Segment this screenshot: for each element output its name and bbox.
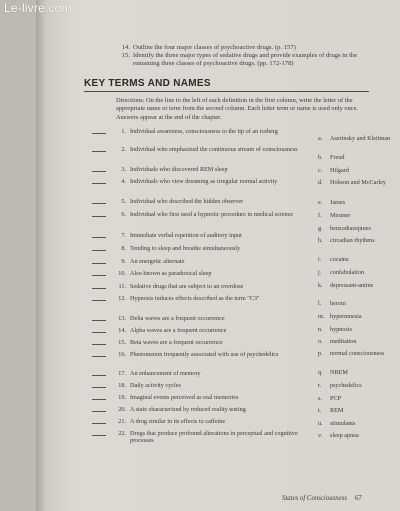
definition-text: Immediate verbal repetition of auditory input — [130, 232, 242, 239]
definition-text: A drug similar in its effects to caffeine — [130, 418, 226, 425]
definition-text: Individual who first used a hypnotic procedure in medical science — [130, 211, 294, 218]
term-letter: e. — [318, 199, 323, 206]
term-text: Mesmer — [330, 212, 351, 219]
definition-number: 11. — [118, 283, 126, 290]
definition-number: 14. — [118, 327, 126, 334]
term-text: circadian rhythms — [330, 237, 375, 244]
term-letter: r. — [318, 382, 322, 389]
term-item — [318, 167, 398, 174]
running-title: States of Consciousness — [282, 495, 347, 502]
answer-blank[interactable] — [92, 275, 106, 276]
term-item — [318, 256, 398, 263]
answer-blank[interactable] — [92, 356, 106, 357]
answer-blank[interactable] — [92, 171, 106, 172]
definition-text: Individual awareness, consciousness to the tip of an iceberg — [130, 128, 278, 135]
term-text: Aserinsky and Kleitman — [330, 135, 391, 142]
term-item — [318, 179, 398, 186]
section-title: KEY TERMS AND NAMES — [84, 78, 211, 89]
term-letter: v. — [318, 432, 323, 439]
answer-blank[interactable] — [92, 216, 106, 217]
answer-blank[interactable] — [92, 332, 106, 333]
definition-text: Tending to sleep and breathe simultaneously — [130, 245, 241, 252]
term-letter: a. — [318, 135, 323, 142]
term-item — [318, 313, 398, 320]
definition-text: Phenomenon frequently associated with use of psychedelics — [130, 351, 279, 358]
term-letter: i. — [318, 256, 322, 263]
term-text: cocaine — [330, 256, 349, 263]
term-text: James — [330, 199, 346, 206]
term-item — [318, 369, 398, 376]
term-text: hypnosis — [330, 326, 353, 333]
directions-text: Directions: On the line to the left of each definition in the first column, write the letter of the appropriate name or term from the second column. Each letter term or name is used only once. Answers appear at the end of the chapter. — [116, 97, 359, 121]
term-text: PCP — [330, 395, 342, 402]
answer-blank[interactable] — [92, 250, 106, 251]
definition-text: Delta waves are a frequent occurrence — [130, 315, 225, 322]
term-item — [318, 199, 398, 206]
term-item — [318, 269, 398, 276]
answer-blank[interactable] — [92, 300, 106, 301]
term-text: hypermnesia — [330, 313, 362, 320]
term-letter: u. — [318, 420, 323, 427]
term-letter: f. — [318, 212, 322, 219]
definition-number: 18. — [118, 382, 126, 389]
term-item — [318, 282, 398, 289]
term-item — [318, 135, 398, 142]
definition-number: 1. — [121, 128, 126, 135]
definition-text: An energetic alternate — [130, 258, 185, 265]
page-number: 67 — [354, 495, 362, 502]
answer-blank[interactable] — [92, 387, 106, 388]
answer-blank[interactable] — [92, 263, 106, 264]
term-letter: m. — [318, 313, 325, 320]
definition-number: 15. — [118, 339, 126, 346]
term-letter: c. — [318, 167, 323, 174]
answer-blank[interactable] — [92, 320, 106, 321]
answer-blank[interactable] — [92, 133, 106, 134]
term-item — [318, 432, 398, 439]
answer-blank[interactable] — [92, 237, 106, 238]
definition-number: 16. — [118, 351, 126, 358]
term-item — [318, 237, 398, 244]
definition-text: Drugs that produce profound alterations in perceptual and cognitive processes — [130, 430, 298, 445]
definition-text: Imaginal events perceived as real memories — [130, 394, 239, 401]
definition-number: 6. — [121, 211, 126, 218]
definition-text: Individual who described the hidden observer — [130, 198, 244, 205]
answer-blank[interactable] — [92, 344, 106, 345]
definition-text: Individuals who discovered REM sleep — [130, 166, 228, 173]
definition-text: Also known as paradoxical sleep — [130, 270, 212, 277]
definition-number: 19. — [118, 394, 126, 401]
answer-blank[interactable] — [92, 288, 106, 289]
answer-blank[interactable] — [92, 411, 106, 412]
term-letter: n. — [318, 326, 323, 333]
term-letter: h. — [318, 237, 323, 244]
watermark: Le-livre.com — [4, 1, 72, 15]
objective-item — [116, 52, 363, 68]
definition-number: 12. — [118, 295, 126, 302]
definition-number: 13. — [118, 315, 126, 322]
term-letter: d. — [318, 179, 323, 186]
term-text: Hobson and McCarley — [330, 179, 387, 186]
answer-blank[interactable] — [92, 423, 106, 424]
objective-text: Outline the four major classes of psychoactive drugs. (p. 157) — [133, 44, 296, 51]
definition-text: An enhancement of memory — [130, 370, 201, 377]
term-item — [318, 350, 398, 357]
definition-text: Alpha waves are a frequent occurrence — [130, 327, 227, 334]
definition-text: Beta waves are a frequent occurrence — [130, 339, 223, 346]
section-divider — [84, 91, 369, 92]
definition-number: 5. — [121, 198, 126, 205]
objective-text: Identify the three major types of sedative drugs and provide examples of drugs in the remaining three classes of psychoactive drugs. (pp. 172-178) — [133, 52, 358, 67]
term-item — [318, 326, 398, 333]
definition-text: Individuals who view dreaming as irregular normal activity — [130, 178, 278, 185]
page-footer — [282, 495, 362, 502]
term-letter: b. — [318, 154, 323, 161]
answer-blank[interactable] — [92, 375, 106, 376]
definition-number: 20. — [118, 406, 126, 413]
term-item — [318, 420, 398, 427]
definition-text: Sedative drugs that are subject to an overdose — [130, 283, 244, 290]
term-text: NREM — [330, 369, 348, 376]
term-letter: g. — [318, 225, 323, 232]
term-text: meditation — [330, 338, 357, 345]
term-item — [318, 212, 398, 219]
term-text: confabulation — [330, 269, 365, 276]
term-text: Freud — [330, 154, 345, 161]
definition-number: 17. — [118, 370, 126, 377]
definition-number: 21. — [118, 418, 126, 425]
definition-number: 7. — [121, 232, 126, 239]
definition-number: 22. — [118, 430, 126, 437]
definition-text: Individual who emphasized the continuous stream of consciousness — [130, 146, 298, 153]
definition-text: A state characterized by reduced reality testing — [130, 406, 246, 413]
term-text: stimulants — [330, 420, 356, 427]
term-item — [318, 407, 398, 414]
term-letter: s. — [318, 395, 322, 402]
definition-text: Daily activity cycles — [130, 382, 181, 389]
term-item — [318, 395, 398, 402]
objective-number: 15. — [121, 52, 130, 59]
answer-blank[interactable] — [92, 435, 106, 436]
answer-blank[interactable] — [92, 203, 106, 204]
term-text: sleep apnea — [330, 432, 359, 439]
term-text: Hilgard — [330, 167, 349, 174]
objective-number: 14. — [121, 44, 130, 51]
term-letter: o. — [318, 338, 323, 345]
term-letter: q. — [318, 369, 323, 376]
term-item — [318, 300, 398, 307]
term-item — [318, 154, 398, 161]
definition-number: 8. — [121, 245, 126, 252]
term-text: REM — [330, 407, 344, 414]
answer-blank[interactable] — [92, 399, 106, 400]
term-text: benzodiazepines — [330, 225, 371, 232]
definition-text: Hypnosis induces effects described as the term "C3" — [130, 295, 260, 302]
answer-blank[interactable] — [92, 151, 106, 152]
term-text: psychedelics — [330, 382, 362, 389]
term-text: depressant-amine — [330, 282, 374, 289]
term-item — [318, 382, 398, 389]
answer-blank[interactable] — [92, 183, 106, 184]
term-item — [318, 338, 398, 345]
objective-item — [116, 44, 363, 52]
definition-number: 2. — [121, 146, 126, 153]
definition-number: 9. — [121, 258, 126, 265]
term-letter: p. — [318, 350, 323, 357]
definition-number: 3. — [121, 166, 126, 173]
definition-number: 10. — [118, 270, 126, 277]
term-letter: j. — [318, 269, 322, 276]
term-text: normal consciousness — [330, 350, 385, 357]
term-text: heroin — [330, 300, 346, 307]
term-letter: t. — [318, 407, 322, 414]
term-letter: k. — [318, 282, 323, 289]
term-letter: l. — [318, 300, 322, 307]
definition-number: 4. — [121, 178, 126, 185]
term-item — [318, 225, 398, 232]
